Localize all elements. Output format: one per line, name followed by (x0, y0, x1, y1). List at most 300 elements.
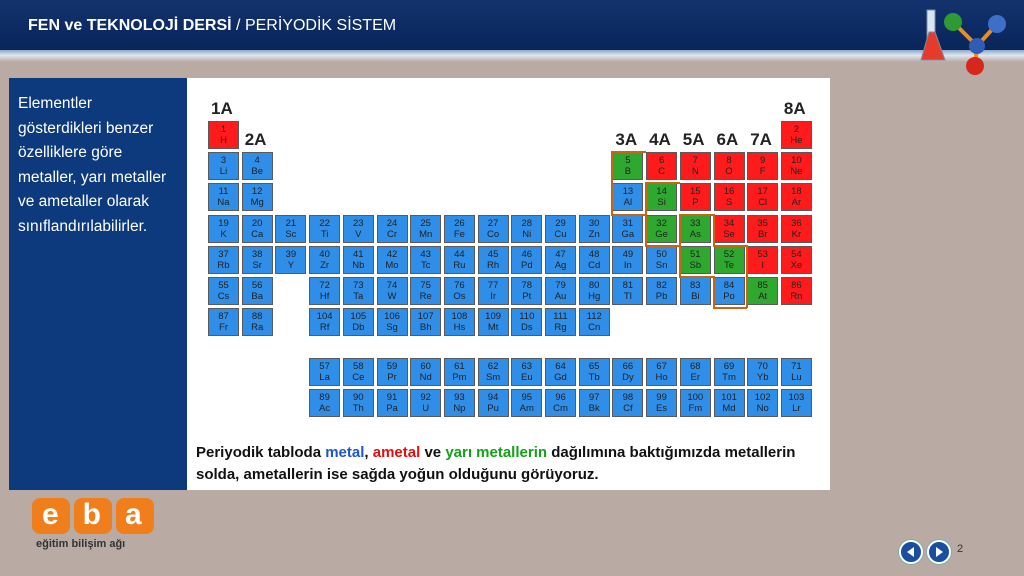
element-number: 53 (757, 248, 768, 260)
element-number: 36 (791, 217, 802, 229)
element-cell-in (612, 246, 643, 274)
element-number: 26 (454, 217, 465, 229)
element-symbol: Ca (251, 228, 264, 240)
element-number: 109 (485, 311, 502, 323)
element-symbol: Fm (688, 403, 703, 415)
element-cell-ge (646, 215, 677, 243)
element-cell-kr (781, 215, 812, 243)
element-symbol: Sr (252, 259, 262, 271)
element-number: 101 (721, 392, 737, 404)
element-symbol: Er (690, 372, 701, 384)
metalloid-boundary-line (713, 245, 748, 247)
element-cell-lr (781, 389, 812, 417)
element-symbol: Ba (251, 291, 263, 302)
element-symbol: Na (217, 197, 230, 209)
metalloid-boundary-line (679, 276, 714, 278)
element-number: 39 (285, 248, 297, 260)
element-symbol: Db (352, 322, 365, 334)
element-number: 4 (254, 155, 260, 167)
element-cell-li (208, 152, 239, 180)
element-number: 15 (690, 186, 701, 198)
element-number: 46 (521, 248, 533, 260)
element-symbol: Lu (791, 372, 802, 384)
element-cell-re (410, 277, 441, 305)
element-number: 81 (622, 280, 634, 291)
element-cell-tl (612, 277, 643, 305)
element-symbol: Fe (453, 228, 465, 240)
element-cell-fe (444, 215, 475, 243)
element-symbol: Cr (386, 228, 398, 240)
next-button[interactable] (927, 540, 951, 564)
element-cell-ca (242, 215, 273, 243)
element-cell-mn (410, 215, 441, 243)
element-symbol: Bi (691, 291, 700, 302)
element-number: 68 (690, 361, 701, 373)
element-number: 24 (386, 217, 398, 229)
back-button[interactable] (899, 540, 923, 564)
element-cell-co (478, 215, 509, 243)
group-label-2a: 2A (244, 130, 267, 149)
element-number: 95 (521, 392, 533, 404)
element-number: 77 (487, 280, 499, 291)
element-number: 72 (319, 280, 330, 291)
element-symbol: No (756, 403, 769, 415)
element-symbol: Os (453, 291, 466, 302)
element-cell-ar (781, 183, 812, 211)
element-cell-pr (377, 358, 408, 386)
element-cell-la (309, 358, 340, 386)
element-cell-tc (410, 246, 441, 274)
element-cell-b (612, 152, 643, 180)
element-number: 87 (218, 311, 229, 323)
element-cell-ne (781, 152, 812, 180)
element-cell-ta (343, 277, 374, 305)
element-number: 52 (723, 248, 735, 260)
element-number: 93 (454, 392, 465, 404)
element-number: 86 (791, 280, 802, 291)
element-number: 105 (350, 311, 367, 323)
element-cell-rb (208, 246, 239, 274)
caption-comma: , (364, 444, 369, 461)
element-number: 11 (218, 186, 229, 198)
element-cell-fr (208, 308, 239, 336)
element-symbol: Hs (453, 322, 466, 334)
arrow-right-icon (929, 542, 949, 562)
eba-logo-letters: eba (42, 498, 166, 531)
metalloid-boundary-line (713, 276, 715, 308)
element-symbol: Sc (285, 228, 297, 240)
element-symbol: K (220, 228, 227, 240)
element-symbol: In (623, 259, 632, 271)
element-cell-zn (579, 215, 610, 243)
element-cell-ti (309, 215, 340, 243)
element-cell-n (680, 152, 711, 180)
element-number: 41 (353, 248, 364, 260)
element-cell-ir (478, 277, 509, 305)
element-symbol: Ho (655, 372, 668, 384)
element-cell-md (714, 389, 745, 417)
element-cell-ba (242, 277, 273, 305)
caption-panel (187, 432, 830, 490)
element-symbol: Pd (520, 259, 533, 271)
element-number: 60 (420, 361, 431, 373)
element-symbol: Tl (623, 291, 632, 302)
element-cell-h (208, 121, 239, 149)
element-cell-te (714, 246, 745, 274)
element-number: 64 (555, 361, 566, 373)
element-cell-no (747, 389, 778, 417)
element-cell-at (747, 277, 778, 305)
element-symbol: Cu (554, 228, 567, 240)
element-cell-p (680, 183, 711, 211)
element-number: 56 (251, 280, 263, 291)
element-cell-cn (579, 308, 610, 336)
element-cell-gd (545, 358, 576, 386)
element-number: 102 (754, 392, 771, 404)
element-number: 13 (622, 186, 634, 198)
element-number: 73 (353, 280, 364, 291)
element-cell-bh (410, 308, 441, 336)
element-number: 104 (316, 311, 333, 323)
element-cell-lu (781, 358, 812, 386)
metalloid-boundary-line (645, 245, 680, 247)
left-description: Elementler gösterdikleri benzer özelliklere göre metaller, yarı metaller ve ametaller olarak sınıflandırılabilirler. (18, 95, 167, 235)
element-cell-hs (444, 308, 475, 336)
group-label-7a: 7A (750, 130, 772, 149)
element-number: 106 (384, 311, 400, 323)
element-symbol: Al (623, 197, 633, 209)
element-number: 97 (588, 392, 600, 404)
element-cell-s (714, 183, 745, 211)
element-cell-au (545, 277, 576, 305)
element-cell-th (343, 389, 374, 417)
element-symbol: Ir (490, 291, 496, 302)
element-number: 30 (588, 217, 600, 229)
element-symbol: Sg (386, 322, 398, 334)
element-number: 42 (386, 248, 398, 260)
element-symbol: Zn (588, 228, 600, 240)
element-number: 110 (519, 311, 535, 323)
metalloid-boundary-line (645, 214, 647, 246)
element-symbol: Si (657, 197, 666, 209)
element-symbol: Rn (790, 291, 803, 302)
element-number: 92 (420, 392, 431, 404)
element-number: 14 (656, 186, 667, 198)
element-cell-fm (680, 389, 711, 417)
element-symbol: He (790, 135, 803, 146)
element-symbol: Ag (554, 259, 567, 271)
element-cell-mg (242, 183, 273, 211)
group-label-4a: 4A (649, 130, 671, 149)
element-cell-al (612, 183, 643, 211)
caption-yari-metal: yarı metallerin (445, 444, 548, 461)
element-symbol: Hf (319, 291, 330, 302)
element-number: 65 (588, 361, 600, 373)
element-symbol: Th (352, 403, 364, 415)
element-symbol: I (761, 259, 764, 271)
element-cell-f (747, 152, 778, 180)
element-cell-hg (579, 277, 610, 305)
element-cell-po (714, 277, 745, 305)
element-symbol: Nb (352, 259, 365, 271)
element-number: 21 (285, 217, 297, 229)
element-number: 80 (588, 280, 600, 291)
element-cell-zr (309, 246, 340, 274)
element-number: 88 (251, 311, 263, 323)
element-symbol: Pb (655, 291, 668, 302)
group-label-3a: 3A (615, 130, 638, 149)
element-number: 63 (521, 361, 533, 373)
element-symbol: Ds (520, 322, 533, 334)
element-cell-rg (545, 308, 576, 336)
element-cell-pt (511, 277, 542, 305)
element-cell-hf (309, 277, 340, 305)
eba-logo (30, 496, 170, 558)
element-symbol: V (355, 228, 362, 240)
element-number: 35 (757, 217, 768, 229)
element-symbol: Md (722, 403, 736, 415)
caption-text (196, 442, 821, 486)
element-symbol: Hg (588, 291, 601, 302)
element-cell-be (242, 152, 273, 180)
element-number: 59 (386, 361, 398, 373)
element-symbol: W (387, 291, 397, 302)
element-number: 67 (656, 361, 667, 373)
metalloid-boundary-line (611, 151, 613, 214)
element-number: 79 (555, 280, 566, 291)
element-symbol: Cd (588, 259, 601, 271)
metalloid-boundary-line (611, 151, 646, 153)
group-label-6a: 6A (716, 130, 739, 149)
element-number: 20 (251, 217, 263, 229)
element-cell-y (275, 246, 306, 274)
element-cell-br (747, 215, 778, 243)
element-symbol: Kr (791, 228, 802, 240)
element-symbol: Re (419, 291, 432, 302)
element-number: 49 (622, 248, 634, 260)
group-label-1a: 1A (211, 99, 233, 118)
element-number: 3 (220, 155, 227, 167)
element-symbol: Nd (419, 372, 432, 384)
element-symbol: Ar (791, 197, 802, 209)
metalloid-boundary-line (679, 214, 681, 246)
element-symbol: Cf (623, 403, 633, 415)
eba-tagline: eğitim bilişim ağı (36, 538, 126, 550)
periodic-table (187, 78, 830, 432)
caption-part1: Periyodik tabloda (196, 444, 322, 461)
element-number: 19 (218, 217, 229, 229)
element-cell-nd (410, 358, 441, 386)
element-number: 66 (622, 361, 634, 373)
element-cell-mo (377, 246, 408, 274)
element-number: 84 (723, 280, 735, 291)
element-symbol: Sn (655, 259, 668, 271)
element-symbol: Es (656, 403, 668, 415)
element-cell-pm (444, 358, 475, 386)
element-cell-sc (275, 215, 306, 243)
element-symbol: Ce (352, 372, 365, 384)
element-cell-k (208, 215, 239, 243)
element-number: 71 (791, 361, 802, 373)
element-symbol: Po (723, 291, 735, 302)
caption-ametal: ametal (372, 444, 421, 461)
element-symbol: La (319, 372, 330, 384)
element-symbol: Pm (452, 372, 467, 384)
element-cell-rf (309, 308, 340, 336)
element-symbol: Ni (522, 228, 532, 240)
metalloid-boundary-line (746, 276, 748, 308)
element-number: 43 (420, 248, 431, 260)
element-cell-ru (444, 246, 475, 274)
element-symbol: Xe (790, 259, 803, 271)
element-symbol: B (624, 166, 632, 178)
element-number: 2 (793, 124, 800, 135)
element-cell-i (747, 246, 778, 274)
element-symbol: Co (487, 228, 500, 240)
title-bold: FEN ve TEKNOLOJİ DERSİ (28, 17, 232, 34)
element-symbol: Ta (353, 291, 364, 302)
element-symbol: N (691, 166, 699, 178)
element-symbol: Li (219, 166, 228, 178)
metalloid-boundary-line (679, 214, 714, 216)
element-cell-sg (377, 308, 408, 336)
element-number: 85 (757, 280, 768, 291)
element-symbol: At (758, 291, 768, 302)
element-cell-bi (680, 277, 711, 305)
element-cell-pd (511, 246, 542, 274)
element-symbol: Tb (588, 372, 600, 384)
element-symbol: Te (723, 259, 735, 271)
element-symbol: As (689, 228, 701, 240)
element-number: 32 (656, 217, 667, 229)
element-number: 6 (658, 155, 665, 167)
element-symbol: Y (287, 259, 295, 271)
element-symbol: Cl (758, 197, 768, 209)
element-number: 70 (757, 361, 768, 373)
element-symbol: Pu (487, 403, 499, 415)
element-symbol: Be (251, 166, 263, 178)
element-number: 57 (319, 361, 330, 373)
element-cell-os (444, 277, 475, 305)
element-number: 96 (555, 392, 566, 404)
element-symbol: Cm (553, 403, 568, 415)
element-number: 94 (487, 392, 499, 404)
metalloid-boundary-line (645, 182, 680, 184)
element-symbol: Ru (453, 259, 466, 271)
element-cell-dy (612, 358, 643, 386)
element-number: 62 (487, 361, 499, 373)
element-symbol: Am (519, 403, 534, 415)
element-cell-ds (511, 308, 542, 336)
element-symbol: Ac (319, 403, 331, 415)
metalloid-boundary-line (679, 245, 681, 277)
element-number: 112 (586, 311, 602, 323)
element-symbol: Br (757, 228, 768, 240)
element-cell-rn (781, 277, 812, 305)
element-cell-db (343, 308, 374, 336)
element-number: 91 (386, 392, 398, 404)
element-cell-nb (343, 246, 374, 274)
element-cell-pb (646, 277, 677, 305)
element-cell-si (646, 183, 677, 211)
element-symbol: S (725, 197, 733, 209)
element-number: 27 (487, 217, 499, 229)
element-cell-ni (511, 215, 542, 243)
element-cell-pu (478, 389, 509, 417)
element-number: 50 (656, 248, 667, 260)
element-cell-rh (478, 246, 509, 274)
element-symbol: Mt (487, 322, 499, 334)
element-symbol: Pr (387, 372, 397, 384)
element-number: 23 (353, 217, 364, 229)
element-cell-bk (579, 389, 610, 417)
element-symbol: Zr (320, 259, 330, 271)
element-symbol: Np (453, 403, 466, 415)
element-cell-er (680, 358, 711, 386)
element-cell-es (646, 389, 677, 417)
element-symbol: Ne (790, 166, 803, 178)
metalloid-boundary-line (645, 182, 647, 213)
element-number: 5 (625, 155, 631, 167)
caption-metal: metal (325, 444, 365, 461)
element-number: 54 (791, 248, 802, 260)
element-number: 22 (319, 217, 330, 229)
element-symbol: Rg (554, 322, 567, 334)
element-symbol: H (220, 135, 227, 146)
element-cell-cs (208, 277, 239, 305)
element-number: 34 (723, 217, 735, 229)
element-number: 83 (690, 280, 701, 291)
element-cell-pa (377, 389, 408, 417)
element-number: 9 (760, 155, 766, 167)
element-cell-na (208, 183, 239, 211)
element-cell-se (714, 215, 745, 243)
element-cell-np (444, 389, 475, 417)
element-cell-eu (511, 358, 542, 386)
element-number: 69 (723, 361, 735, 373)
element-cell-am (511, 389, 542, 417)
element-number: 78 (521, 280, 533, 291)
element-symbol: Rh (487, 259, 500, 271)
title-rest: / PERİYODİK SİSTEM (236, 17, 397, 34)
element-cell-ce (343, 358, 374, 386)
element-number: 18 (791, 186, 802, 198)
element-cell-cr (377, 215, 408, 243)
element-cell-o (714, 152, 745, 180)
element-number: 75 (420, 280, 431, 291)
element-symbol: Mg (250, 197, 264, 209)
element-symbol: Fr (219, 322, 228, 334)
element-number: 25 (420, 217, 431, 229)
element-number: 61 (454, 361, 465, 373)
element-number: 29 (555, 217, 566, 229)
metalloid-boundary-line (713, 307, 748, 309)
element-symbol: Bk (588, 403, 600, 415)
element-number: 12 (251, 186, 263, 198)
element-number: 111 (553, 311, 568, 323)
element-symbol: Mo (385, 259, 399, 271)
element-symbol: F (759, 166, 766, 178)
element-number: 47 (555, 248, 566, 260)
element-symbol: Tm (722, 372, 736, 384)
element-symbol: Rf (319, 322, 330, 334)
element-number: 100 (687, 392, 704, 404)
element-symbol: Ga (621, 228, 635, 240)
element-cell-mt (478, 308, 509, 336)
metalloid-boundary-line (746, 245, 748, 277)
element-number: 37 (218, 248, 229, 260)
element-cell-cf (612, 389, 643, 417)
